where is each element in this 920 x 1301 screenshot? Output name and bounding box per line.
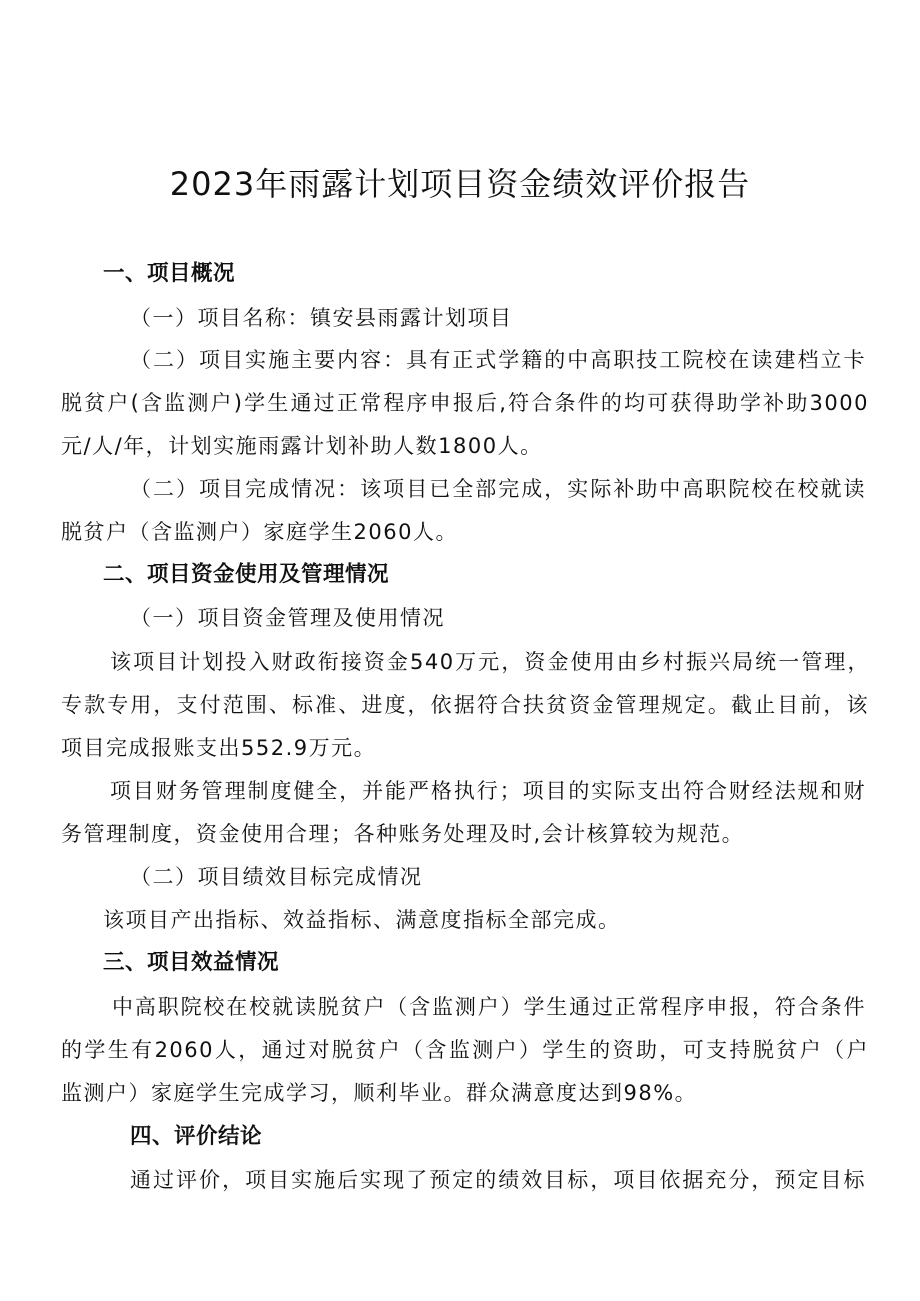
report-title: 2023年雨露计划项目资金绩效评价报告 bbox=[169, 165, 751, 203]
fund-paragraph-line: 该项目计划投入财政衔接资金540万元，资金使用由乡村振兴局统一管理， bbox=[110, 650, 870, 674]
heading-project-benefits: 三、项目效益情况 bbox=[103, 950, 280, 975]
subheading-performance-goals: （二）项目绩效目标完成情况 bbox=[130, 865, 423, 889]
heading-evaluation-conclusion: 四、评价结论 bbox=[130, 1124, 263, 1149]
benefit-paragraph-line: 的学生有2060人，通过对脱贫户（含监测户）学生的资助，可支持脱贫户（户 bbox=[61, 1038, 869, 1062]
project-name-line: （一）项目名称：镇安县雨露计划项目 bbox=[130, 306, 513, 330]
finance-paragraph-line: 务管理制度，资金使用合理；各种账务处理及时,会计核算较为规范。 bbox=[61, 822, 745, 846]
conclusion-line: 通过评价，项目实施后实现了预定的绩效目标，项目依据充分，预定目标 bbox=[130, 1168, 866, 1192]
completion-line: 脱贫户（含监测户）家庭学生2060人。 bbox=[61, 520, 458, 544]
completion-line: （二）项目完成情况：该项目已全部完成，实际补助中高职院校在校就读 bbox=[130, 477, 866, 501]
fund-paragraph-line: 项目完成报账支出552.9万元。 bbox=[61, 736, 377, 760]
subheading-fund-usage: （一）项目资金管理及使用情况 bbox=[130, 606, 445, 630]
fund-paragraph-line: 专款专用，支付范围、标准、进度，依据符合扶贫资金管理规定。截止目前，该 bbox=[61, 693, 869, 717]
content-line: （二）项目实施主要内容：具有正式学籍的中高职技工院校在读建档立卡 bbox=[130, 348, 866, 372]
finance-paragraph-line: 项目财务管理制度健全，并能严格执行；项目的实际支出符合财经法规和财 bbox=[110, 779, 866, 803]
content-line: 元/人/年，计划实施雨露计划补助人数1800人。 bbox=[61, 434, 543, 458]
content-line: 脱贫户(含监测户)学生通过正常程序申报后,符合条件的均可获得助学补助3000 bbox=[61, 391, 869, 415]
performance-line: 该项目产出指标、效益指标、满意度指标全部完成。 bbox=[103, 908, 621, 932]
benefit-paragraph-line: 中高职院校在校就读脱贫户（含监测户）学生通过正常程序申报，符合条件 bbox=[112, 995, 866, 1019]
heading-project-overview: 一、项目概况 bbox=[103, 261, 236, 286]
benefit-paragraph-line: 监测户）家庭学生完成学习，顺利毕业。群众满意度达到98%。 bbox=[61, 1081, 698, 1105]
heading-fund-management: 二、项目资金使用及管理情况 bbox=[103, 562, 390, 587]
